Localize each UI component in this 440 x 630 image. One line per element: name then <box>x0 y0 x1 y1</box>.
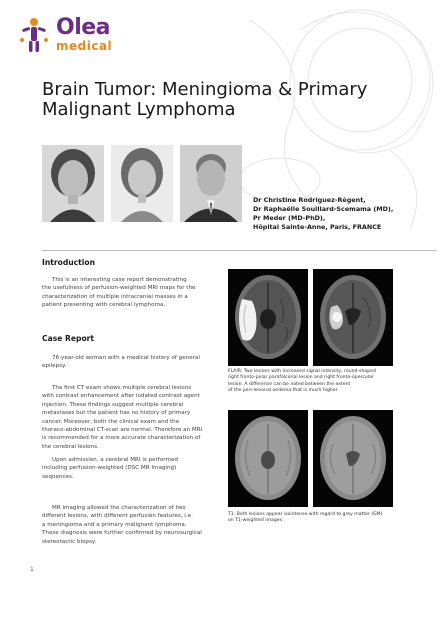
caption-line: FLAIR: Two lesions with increased signal intensity, round-shaped <box>228 369 376 374</box>
mri-t1-image-2 <box>313 410 393 507</box>
caption-line: lesion. A difference can be noted between the extent <box>228 381 351 387</box>
text-line: characterization of multiple intracranial masses in a <box>42 293 188 300</box>
author-affiliation: Hôpital Sainte-Anne, Paris, FRANCE <box>253 223 382 231</box>
flair-caption <box>228 369 433 395</box>
title-line: Brain Tumor: Meningioma & Primary <box>42 79 368 100</box>
page-title <box>42 80 372 120</box>
text-line: the usefulness of perfusion-weighted MRI maps for the <box>42 285 196 292</box>
text-line: cancer. Moreover, both the clinical exam and the <box>42 418 180 425</box>
caption-line: right fronto-polar parafalcorial lesion and right fronto-opercular <box>228 375 374 381</box>
olea-medical-logo <box>14 14 144 58</box>
mri-flair-image-1 <box>228 269 308 366</box>
t1-caption <box>228 512 433 525</box>
section-divider <box>42 250 437 251</box>
author-photo-2 <box>111 145 173 222</box>
brand-figure-icon <box>14 16 54 56</box>
case-report-paragraph <box>42 456 218 481</box>
author-line: Dr Raphaëlle Souillard-Scemama (MD), <box>253 205 394 213</box>
introduction-paragraph <box>42 276 218 310</box>
author-photo-3 <box>180 145 242 222</box>
text-line: sequences. <box>42 473 74 480</box>
text-line: Those diagnosis were further confirmed by neurosurgical <box>42 530 202 537</box>
author-line: Pr Meder (MD-PhD), <box>253 214 326 222</box>
logo-wordmark-olea: Olea <box>56 15 111 40</box>
logo-wordmark-medical: medical <box>56 39 113 53</box>
text-line: is recommended for a more accurate characterization of <box>42 435 201 442</box>
text-line: This is an interesting case report demonstrating <box>52 277 187 283</box>
case-report-paragraph <box>42 384 218 451</box>
caption-line: on T1-weighted images <box>228 518 282 524</box>
text-line: patient presenting with cerebral lymphoma. <box>42 302 166 309</box>
text-line: including perfusion-weighted (DSC MR Imaging) <box>42 465 177 472</box>
case-report-paragraph <box>42 504 218 546</box>
introduction-heading: Introduction <box>42 258 96 267</box>
text-line: Upon admission, a cerebral MRI is performed <box>52 457 178 463</box>
case-report-paragraph <box>42 354 218 371</box>
page-number: 1 <box>30 566 34 573</box>
text-line: epilepsy. <box>42 363 67 370</box>
mri-t1-image-1 <box>228 410 308 507</box>
text-line: a meningioma and a primary malignant lymphoma. <box>42 521 187 528</box>
text-line: injection. These findings suggest multiple cerebral <box>42 401 184 408</box>
text-line: thoraco-abdominal CT-scan are normal. Therefore an MRI <box>42 427 203 434</box>
text-line: the cerebral lesions. <box>42 443 99 450</box>
text-line: 76-year-old woman with a medical history of general <box>52 355 200 361</box>
text-line: with contrast enhancement after iodated contrast agent <box>42 393 200 400</box>
title-line: Malignant Lymphoma <box>42 99 236 120</box>
mri-flair-image-2 <box>313 269 393 366</box>
author-photo-1 <box>42 145 104 222</box>
text-line: metastases but the patient has no history of primary <box>42 410 191 417</box>
caption-line: T1: Both lesions appear isointense with regard to grey matter (GM) <box>228 512 383 517</box>
author-list <box>253 196 433 232</box>
caption-line: of the peri-lesional oedema that is much higher <box>228 388 338 394</box>
text-line: The first CT exam shows multiple cerebral lesions <box>52 385 192 391</box>
text-line: MR imaging allowed the characterization of two <box>52 505 186 511</box>
author-line: Dr Christine Rodriguez-Régent, <box>253 196 366 204</box>
case-report-heading: Case Report <box>42 334 95 343</box>
text-line: stereotactic biopsy. <box>42 538 97 545</box>
text-line: different lesions, with different perfusion features, i.e. <box>42 513 193 520</box>
